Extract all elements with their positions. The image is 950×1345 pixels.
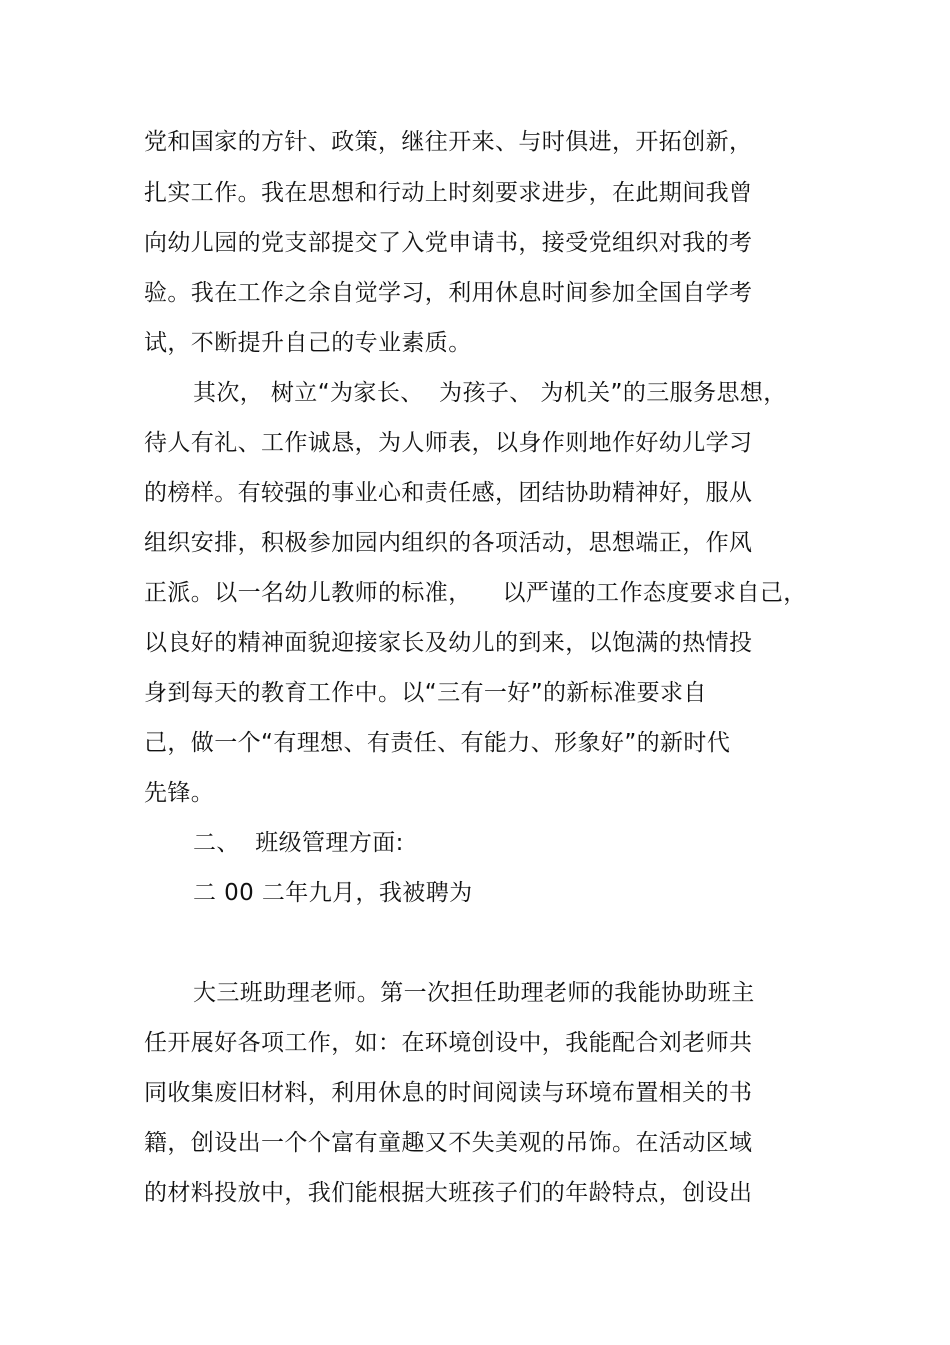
paragraph-line: 大三班助理老师。第一次担任助理老师的我能协助班主 bbox=[193, 980, 755, 1006]
paragraph-line: 扎实工作。我在思想和行动上时刻要求进步，在此期间我曾 bbox=[144, 180, 753, 206]
paragraph-line: 二 00 二年九月，我被聘为 bbox=[193, 880, 473, 906]
paragraph-line: 组织安排，积极参加园内组织的各项活动，思想端正，作风 bbox=[144, 530, 753, 556]
section-heading: 二、 班级管理方面: bbox=[193, 830, 404, 856]
paragraph-line: 身到每天的教育工作中。以“三有一好”的新标准要求自 bbox=[144, 680, 707, 706]
paragraph-line: 党和国家的方针、政策，继往开来、与时俱进，开拓创新， bbox=[144, 129, 753, 155]
paragraph-line: 的材料投放中，我们能根据大班孩子们的年龄特点，创设出 bbox=[144, 1180, 753, 1206]
paragraph-line: 同收集废旧材料，利用休息的时间阅读与环境布置相关的书 bbox=[144, 1080, 753, 1106]
paragraph-line: 试，不断提升自己的专业素质。 bbox=[144, 330, 472, 356]
paragraph-line: 其次， 树立“为家长、 为孩子、 为机关”的三服务思想， bbox=[193, 380, 787, 406]
paragraph-line: 待人有礼、工作诚恳，为人师表，以身作则地作好幼儿学习 bbox=[144, 430, 753, 456]
paragraph-line: 任开展好各项工作，如：在环境创设中，我能配合刘老师共 bbox=[144, 1030, 753, 1056]
paragraph-line: 向幼儿园的党支部提交了入党申请书，接受党组织对我的考 bbox=[144, 230, 753, 256]
paragraph-line: 籍，创设出一个个富有童趣又不失美观的吊饰。在活动区域 bbox=[144, 1130, 753, 1156]
paragraph-line: 正派。以一名幼儿教师的标准， 以严谨的工作态度要求自己， bbox=[144, 580, 807, 606]
paragraph-line: 己，做一个“有理想、有责任、有能力、形象好”的新时代 bbox=[144, 730, 731, 756]
paragraph-line: 验。我在工作之余自觉学习，利用休息时间参加全国自学考 bbox=[144, 280, 753, 306]
paragraph-line: 以良好的精神面貌迎接家长及幼儿的到来，以饱满的热情投 bbox=[144, 630, 753, 656]
paragraph-line: 的榜样。有较强的事业心和责任感，团结协助精神好，服从 bbox=[144, 480, 753, 506]
paragraph-line: 先锋。 bbox=[144, 780, 215, 806]
